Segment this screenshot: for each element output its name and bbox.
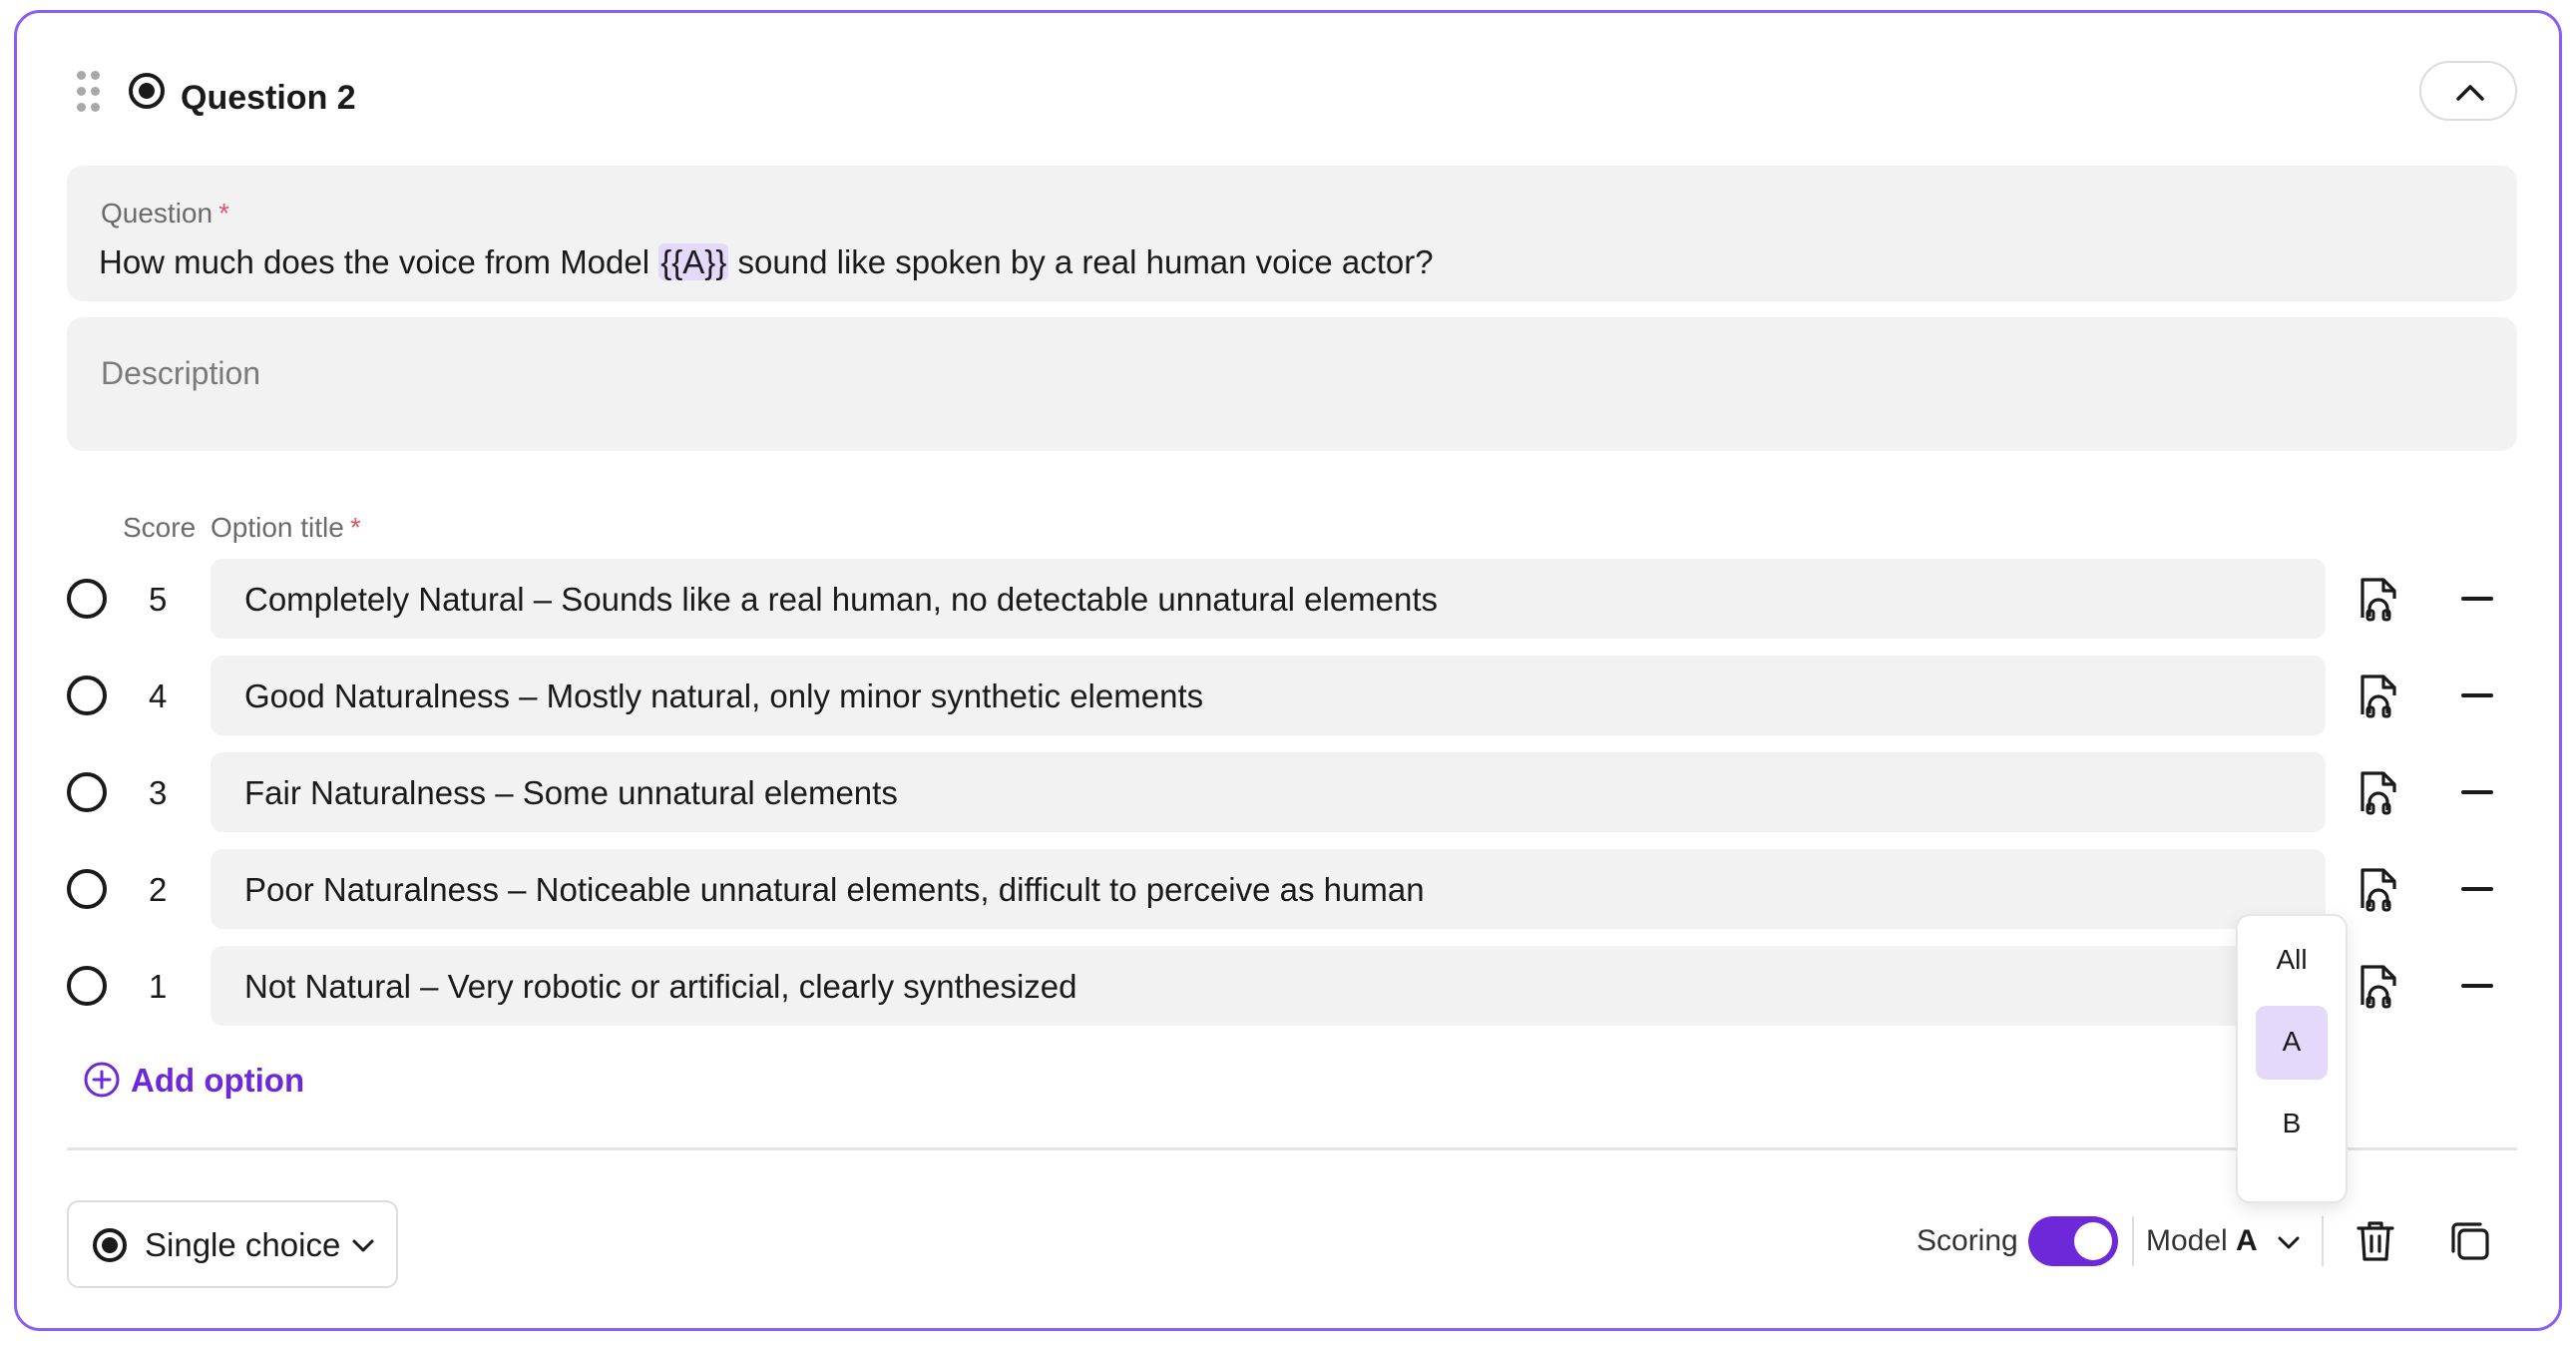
- question-header: [17, 13, 2559, 173]
- footer-separator: [2322, 1216, 2324, 1266]
- model-select[interactable]: A: [2236, 1224, 2258, 1257]
- remove-option-icon[interactable]: [2457, 865, 2505, 913]
- chevron-down-icon[interactable]: [2276, 1230, 2302, 1256]
- option-radio[interactable]: [67, 579, 107, 619]
- option-title-input[interactable]: Not Natural – Very robotic or artificial, clearly synthesized: [211, 946, 2326, 1026]
- scoring-label: Scoring: [1917, 1224, 2018, 1257]
- audio-file-icon[interactable]: [2356, 865, 2401, 913]
- footer-divider: [67, 1147, 2517, 1150]
- model-option-b[interactable]: B: [2282, 1108, 2302, 1138]
- audio-file-icon[interactable]: [2356, 768, 2401, 816]
- description-placeholder: Description: [101, 355, 261, 391]
- option-score: 2: [149, 871, 168, 908]
- drag-handle-icon[interactable]: [77, 71, 103, 113]
- scoring-toggle[interactable]: [2028, 1216, 2118, 1266]
- single-choice-radio-icon: [93, 1228, 127, 1262]
- model-label: Model: [2146, 1224, 2228, 1257]
- option-title-input[interactable]: Poor Naturalness – Noticeable unnatural elements, difficult to perceive as human: [211, 849, 2326, 929]
- question-text[interactable]: How much does the voice from Model {{A}} sound like spoken by a real human voice actor?: [99, 243, 1434, 280]
- score-column-header: Score: [123, 512, 197, 543]
- description-field[interactable]: [67, 317, 2517, 451]
- add-option-label: Add option: [131, 1062, 305, 1099]
- audio-file-icon[interactable]: [2356, 962, 2401, 1010]
- chevron-up-icon: [2454, 77, 2486, 109]
- model-option-all[interactable]: All: [2276, 944, 2308, 975]
- model-option-a[interactable]: A: [2256, 1006, 2328, 1080]
- audio-file-icon[interactable]: [2356, 672, 2401, 719]
- option-score: 4: [149, 677, 168, 714]
- remove-option-icon[interactable]: [2457, 575, 2505, 623]
- option-title-input[interactable]: Completely Natural – Sounds like a real human, no detectable unnatural elements: [211, 559, 2326, 639]
- option-title-input[interactable]: Good Naturalness – Mostly natural, only minor synthetic elements: [211, 656, 2326, 735]
- option-row: [17, 656, 2559, 735]
- collapse-button[interactable]: [2419, 61, 2517, 121]
- question-title: Question 2: [181, 79, 356, 117]
- option-title-column-header: Option title *: [211, 512, 361, 543]
- model-dropdown-menu: [2236, 914, 2348, 1203]
- trash-icon[interactable]: [2354, 1218, 2397, 1264]
- chevron-down-icon: [350, 1232, 376, 1258]
- option-score: 3: [149, 774, 168, 811]
- option-score: 5: [149, 581, 168, 618]
- question-field[interactable]: [67, 166, 2517, 301]
- option-row: [17, 946, 2559, 1026]
- question-type-label: Single choice: [145, 1226, 341, 1263]
- option-radio[interactable]: [67, 869, 107, 909]
- option-radio[interactable]: [67, 676, 107, 715]
- question-type-radio-icon: [129, 73, 165, 109]
- plus-circle-icon: [83, 1061, 121, 1099]
- footer-separator: [2132, 1216, 2134, 1266]
- option-title-input[interactable]: Fair Naturalness – Some unnatural elements: [211, 752, 2326, 832]
- copy-icon[interactable]: [2447, 1218, 2493, 1264]
- question-card: [14, 10, 2562, 1331]
- question-type-select[interactable]: [67, 1200, 398, 1288]
- option-row: [17, 849, 2559, 929]
- remove-option-icon[interactable]: [2457, 768, 2505, 816]
- remove-option-icon[interactable]: [2457, 672, 2505, 719]
- variable-chip: {{A}}: [660, 243, 727, 280]
- option-row: [17, 559, 2559, 639]
- question-field-label: Question *: [101, 198, 229, 228]
- remove-option-icon[interactable]: [2457, 962, 2505, 1010]
- option-score: 1: [149, 968, 168, 1005]
- option-radio[interactable]: [67, 772, 107, 812]
- audio-file-icon[interactable]: [2356, 575, 2401, 623]
- option-row: [17, 752, 2559, 832]
- option-radio[interactable]: [67, 966, 107, 1006]
